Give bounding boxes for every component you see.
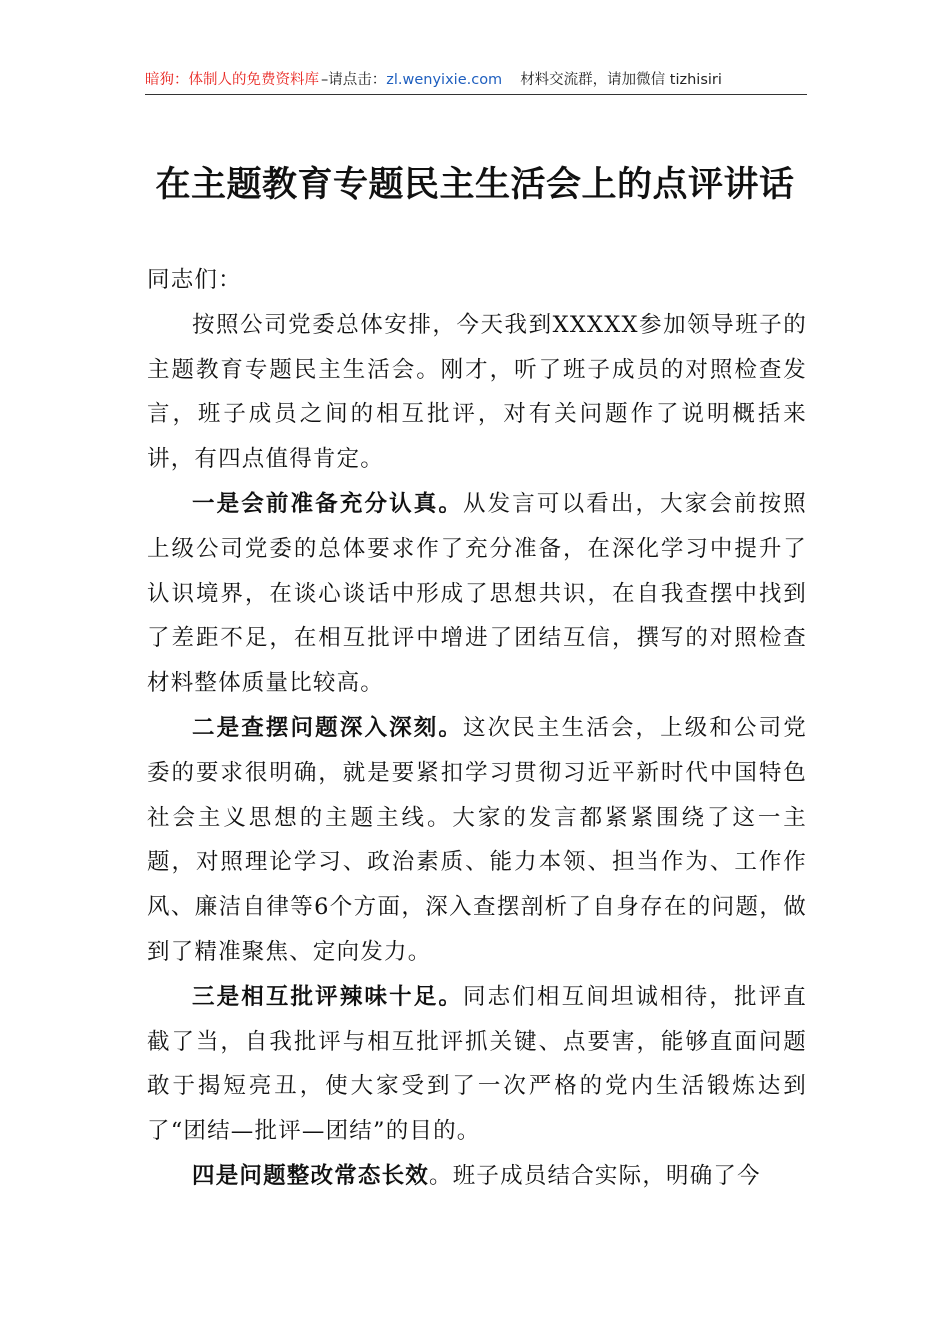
document-title: 在主题教育专题民主生活会上的点评讲话 — [155, 164, 795, 205]
point-lead-4: 四是问题整改常态长效 — [192, 1162, 430, 1189]
header-link[interactable]: zl.wenyixie.com — [386, 72, 503, 88]
point-lead-1: 一是会前准备充分认真。 — [192, 490, 464, 517]
point-text-4: 。班子成员结合实际，明确了今 — [429, 1162, 761, 1189]
point-lead-2: 二是查摆问题深入深刻。 — [192, 714, 464, 741]
salutation: 同志们： — [147, 267, 242, 293]
intro-paragraph: 按照公司党委总体安排，今天我到XXXXX参加领导班子的主题教育专题民主生活会。刚才，听了班子成员的对照检查发言，班子成员之间的相互批评，对有关问题作了说明概括来讲，有四点值得肯定。 — [147, 311, 807, 473]
point-paragraph-1 — [147, 482, 807, 706]
point-paragraph-4 — [147, 1154, 807, 1199]
header-contact: 材料交流群，请加微信 tizhisiri — [520, 72, 722, 88]
point-text-3: 同志们相互间坦诚相待，批评直截了当，自我批评与相互批评抓关键、点要害，能够直面问题敢于揭短亮丑，使大家受到了一次严格的党内生活锻炼达到了“团结—批评—团结”的目的。 — [147, 983, 807, 1145]
point-text-1: 从发言可以看出，大家会前按照上级公司党委的总体要求作了充分准备，在深化学习中提升了认识境界，在谈心谈话中形成了思想共识，在自我查摆中找到了差距不足，在相互批评中增进了团结互信，撰写的对照检查材料整体质量比较高。 — [147, 490, 807, 697]
document-body — [147, 258, 807, 1199]
header-click-prefix: –请点击： — [321, 72, 387, 88]
header-promo: 暗狗：体制人的免费资料库 — [145, 72, 319, 88]
point-lead-3: 三是相互批评辣味十足。 — [192, 983, 464, 1010]
page-header — [145, 70, 807, 95]
point-paragraph-3 — [147, 975, 807, 1154]
point-text-2: 这次民主生活会，上级和公司党委的要求很明确，就是要紧扣学习贯彻习近平新时代中国特色社会主义思想的主题主线。大家的发言都紧紧围绕了这一主题，对照理论学习、政治素质、能力本领、担当作为、工作作风、廉洁自律等6个方面，深入查摆剖析了自身存在的问题，做到了精准聚焦、定向发力。 — [147, 714, 807, 965]
point-paragraph-2 — [147, 706, 807, 975]
